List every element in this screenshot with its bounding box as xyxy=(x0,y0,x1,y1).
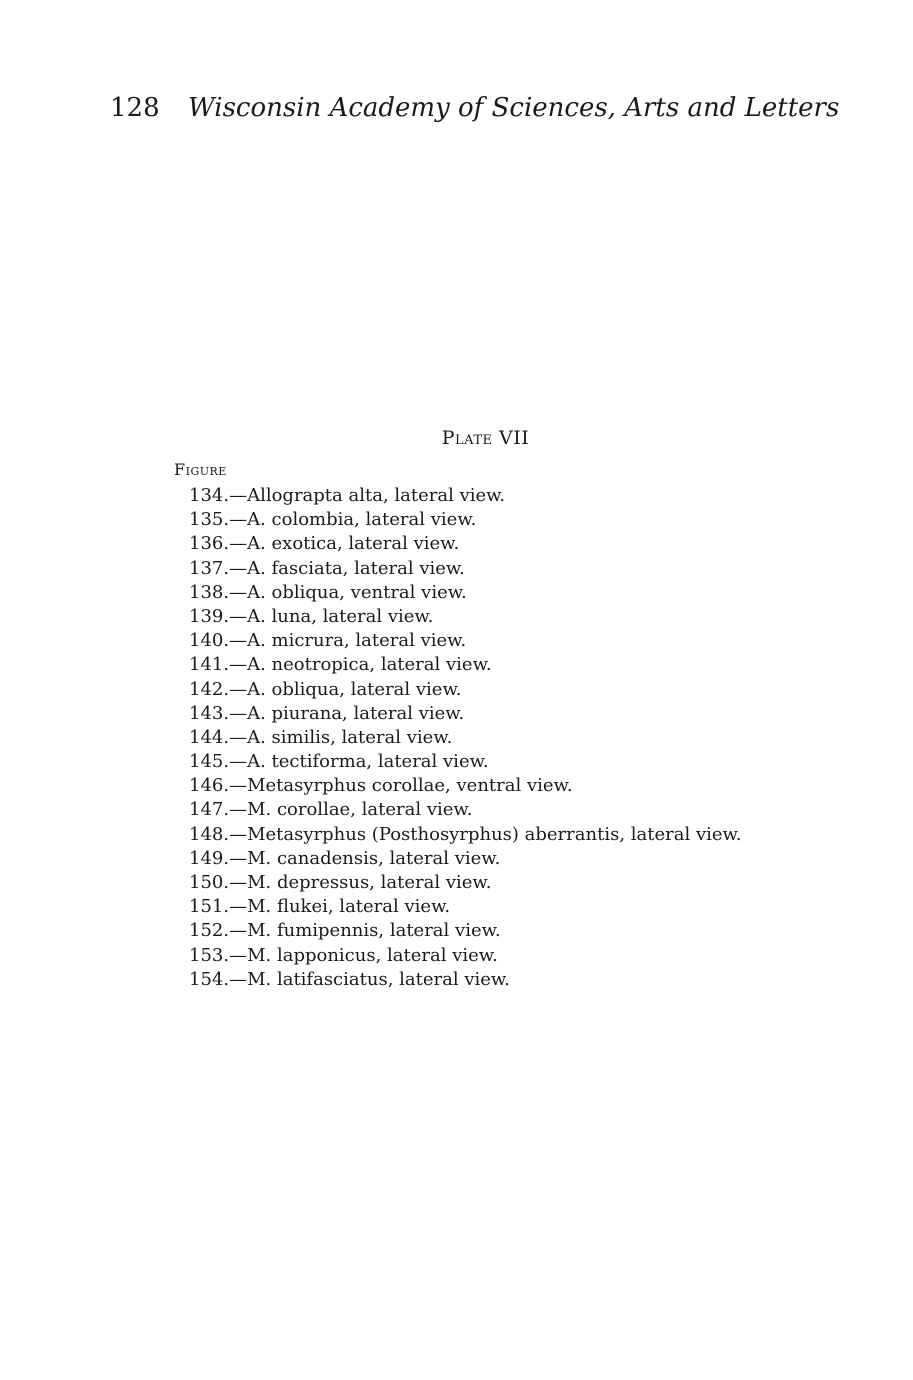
figure-caption: 136.—A. exotica, lateral view. xyxy=(189,533,460,555)
running-title: Wisconsin Academy of Sciences, Arts and Letters xyxy=(188,93,840,123)
page-header xyxy=(110,88,840,128)
figure-caption: 140.—A. micrura, lateral view. xyxy=(189,630,467,652)
figure-caption: 146.—Metasyrphus corollae, ventral view. xyxy=(189,775,573,797)
figure-caption: 150.—M. depressus, lateral view. xyxy=(189,872,492,893)
figure-caption: 145.—A. tectiforma, lateral view. xyxy=(189,751,489,773)
figure-caption: 143.—A. piurana, lateral view. xyxy=(189,702,465,724)
figure-caption: 135.—A. colombia, lateral view. xyxy=(189,509,477,531)
figure-heading: Figure xyxy=(174,460,227,479)
figure-caption: 138.—A. obliqua, ventral view. xyxy=(189,581,467,603)
figure-caption: 153.—M. lapponicus, lateral view. xyxy=(189,944,498,966)
figure-caption-list xyxy=(189,484,742,992)
figure-caption: 152.—M. fumipennis, lateral view. xyxy=(189,920,501,942)
figure-caption: 148.—Metasyrphus (Posthosyrphus) aberrantis, lateral view. xyxy=(189,823,742,845)
figure-caption: 139.—A. luna, lateral view. xyxy=(189,605,434,627)
figure-caption: 134.—Allograpta alta, lateral view. xyxy=(189,485,506,506)
page-number: 128 xyxy=(110,93,160,123)
figure-caption: 154.—M. latifasciatus, lateral view. xyxy=(189,968,510,990)
figure-caption: 141.—A. neotropica, lateral view. xyxy=(189,654,492,676)
figure-caption: 149.—M. canadensis, lateral view. xyxy=(189,847,501,869)
plate-title: Plate VII xyxy=(441,427,530,449)
figure-caption: 144.—A. similis, lateral view. xyxy=(189,726,453,748)
figure-caption: 151.—M. flukei, lateral view. xyxy=(189,896,451,918)
figure-caption: 137.—A. fasciata, lateral view. xyxy=(189,557,465,579)
figure-caption: 147.—M. corollae, lateral view. xyxy=(189,799,473,821)
figure-caption: 142.—A. obliqua, lateral view. xyxy=(189,678,462,700)
